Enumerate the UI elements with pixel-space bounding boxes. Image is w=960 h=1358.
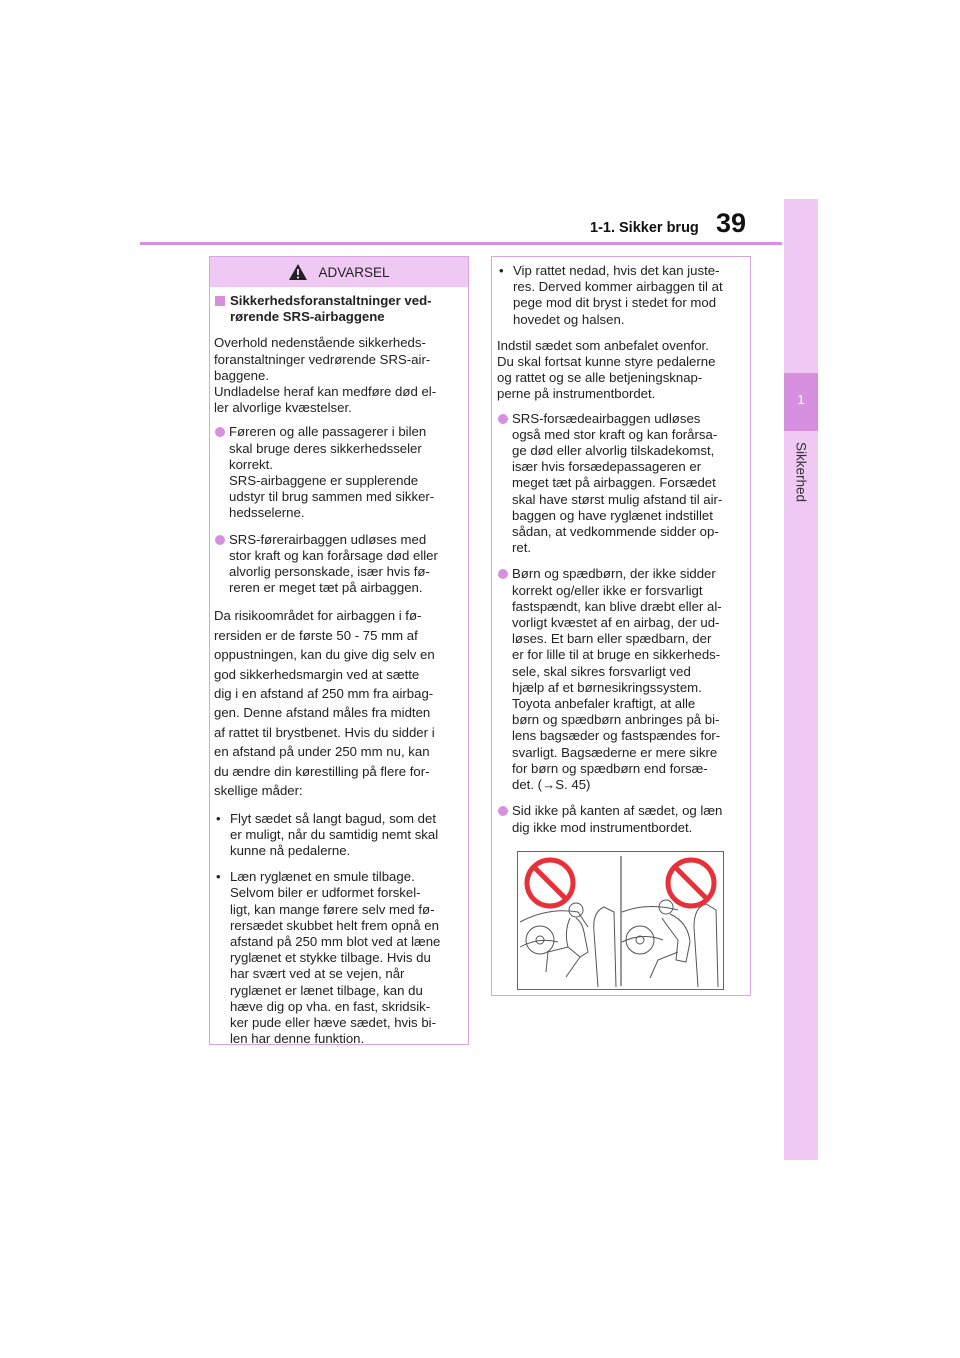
section-title: 1-1. Sikker brug [590,220,699,236]
left-scene [520,903,616,987]
square-bullet-icon [215,296,225,306]
warning-triangle-icon [288,263,308,281]
sub-list-item [214,869,462,1047]
circle-bullet-icon [498,806,508,816]
sub-list-item-text: Flyt sædet så langt bagud, som det er muligt, når du samtidig nemt skal kunne nå pedalerne. [230,810,439,858]
warning-box [209,256,469,1045]
warning-heading-text: Sikkerhedsforanstaltninger ved- rørende SRS-airbaggene [230,293,432,325]
incorrect-sitting-illustration [517,851,724,990]
list-item-text: SRS-forsædeairbaggen udløses også med stor kraft og kan forårsa- ge død eller alvorlig tilskadekomst, især hvis forsædepassageren er meget tæt på airbaggen. Forsædet skal have størst mulig afstand til air- baggen og have ryglænet indstillet sådan, at vedkommende sidder op- ret. [512,410,723,556]
sub-list-item-text: Vip rattet nedad, hvis det kan juste- res. Derved kommer airbaggen til at pege mod dit bryst i stedet for mod hovedet og halsen. [513,263,723,327]
dot-bullet-icon: • [216,869,221,885]
circle-bullet-icon [498,569,508,579]
prohibition-sign-icon [668,860,714,906]
warning-header [210,257,468,287]
illustration-drawing [518,852,723,989]
chapter-side-tab [784,199,818,1160]
seat-paragraph: Indstil sædet som anbefalet ovenfor. Du skal fortsat kunne styre pedalerne og rattet og se alle betjeningsknap- perne på instrumentbordet. [497,337,716,402]
page-number: 39 [716,208,747,238]
list-item [214,424,462,521]
warning-heading [214,293,462,325]
circle-bullet-icon [498,414,508,424]
dot-bullet-icon: • [216,810,221,826]
chapter-label [784,442,818,552]
circle-bullet-icon [215,535,225,545]
right-scene [622,900,718,987]
list-item [497,803,743,835]
list-item-text: Føreren og alle passagerer i bilen skal bruge deres sikkerhedsseler korrekt. SRS-airbaggene er supplerende udstyr til brug sammen med sikker- hedsselerne. [229,424,435,521]
list-item-text: SRS-førerairbaggen udløses med stor kraft og kan forårsage død eller alvorlig personskade, især hvis fø- reren er meget tæt på airbaggen. [229,531,438,596]
list-item [497,411,743,557]
list-item-text: Børn og spædbørn, der ikke sidder korrekt og/eller ikke er forsvarligt fastspændt, kan blive dræbt eller al- vorligt kvæstet af en airbag, der ud- løses. Et barn eller spædbarn, der er for lille til at bruge en sikkerheds- sele, skal sikres forsvarligt ved hjælp af et børnesikringssystem. Toyota anbefaler kraftigt, at alle børn og spædbørn anbringes på bi- lens bagsæder og fastspændes for- svarligt. Bagsæderne er mere sikre for børn og spædbørn end forsæ- det. (→S. 45) [512,566,722,793]
warning-content [214,293,462,1057]
list-item [214,532,462,597]
warning-intro: Overhold nedenstående sikkerheds- foranstaltninger vedrørende SRS-air- baggene. Undladelse heraf kan medføre død el- ler alvorlige kvæstelser. [214,335,437,416]
chapter-number: 1 [797,392,805,407]
prohibition-sign-icon [527,860,573,906]
list-item [497,566,743,793]
chapter-label-text: Sikkerhed [793,442,809,503]
circle-bullet-icon [215,427,225,437]
list-item-text: Sid ikke på kanten af sædet, og læn dig ikke mod instrumentbordet. [512,803,723,835]
warning-label: ADVARSEL [318,264,390,280]
header-rule [140,242,782,245]
dot-bullet-icon: • [499,263,504,278]
sub-list-item [214,811,462,860]
warning-continued-content [497,263,743,846]
sub-list-item-text: Læn ryglænet en smule tilbage. Selvom biler er udformet forskel- ligt, kan mange førere selv med fø- rersædet skubbet helt frem opnå en afstand på 250 mm blot ved at læne ryglænet et stykke tilbage. Hvis du har svært ved at se vejen, når ryglænet er lænet tilbage, kan du hæve dig op vha. en fast, skridsik- ker pude eller hæve sædet, hvis bi- len har denne funktion. [230,869,441,1047]
distance-paragraph: Da risikoområdet for airbaggen i fø- rersiden er de første 50 - 75 mm af oppustningen, kan du give dig selv en god sikkerhedsmargin ved at sætte dig i en afstand af 250 mm fra airbag- gen. Denne afstand måles fra midten af rattet til brystbenet. Hvis du sidder i en afstand på under 250 mm nu, kan du ændre din kørestilling på flere for- skellige måder: [214,608,435,799]
sub-list-item [497,263,743,328]
